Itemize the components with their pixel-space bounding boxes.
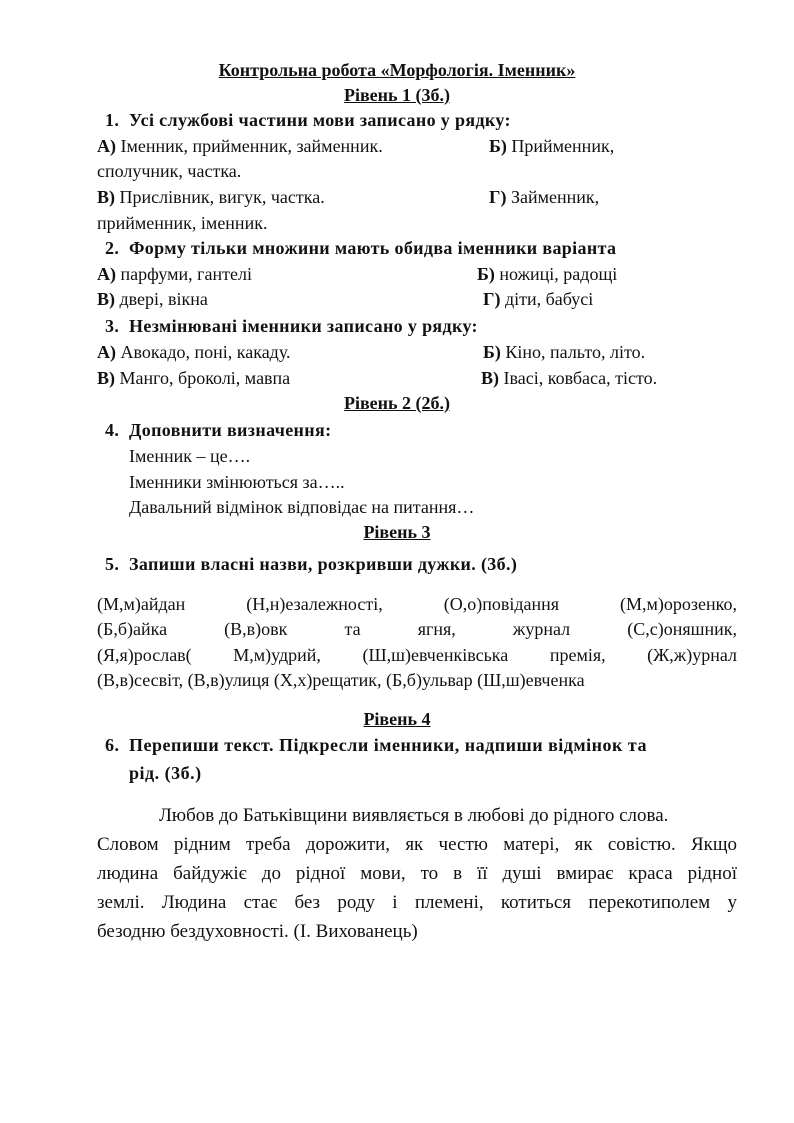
level4-heading: Рівень 4 <box>363 709 431 729</box>
option-text: Авокадо, поні, какаду. <box>120 342 291 362</box>
option-text: двері, вікна <box>119 289 208 309</box>
option-text: ножиці, радощі <box>499 264 618 284</box>
option-text: Іваci, ковбаса, тісто. <box>503 368 658 388</box>
question-number: 2. <box>105 238 120 258</box>
option-letter: Б) <box>489 136 507 156</box>
q5-line: (М,м)айдан (Н,н)езалежності, (О,о)повідання (М,м)орозенко, <box>97 594 737 614</box>
option-letter: А) <box>97 136 116 156</box>
q1-option-c <box>97 185 325 209</box>
paragraph-line: Словом рідним треба дорожити, як честю матері, як совістю. Якщо <box>97 834 737 855</box>
option-text: парфуми, гантелі <box>120 264 252 284</box>
level1-heading: Рівень 1 (3б.) <box>343 85 451 105</box>
question-number: 1. <box>105 110 120 130</box>
option-letter: А) <box>97 342 116 362</box>
page-title: Контрольна робота «Морфологія. Іменник» <box>218 60 576 80</box>
q3-option-b <box>483 340 645 364</box>
option-text: діти, бабусі <box>504 289 594 309</box>
question-number: 5. <box>105 554 120 574</box>
paragraph-line: Любов до Батьківщини виявляється в любові до рідного слова. <box>159 805 669 826</box>
q1-option-b-continued: сполучник, частка. <box>97 161 242 181</box>
option-text: Прийменник, <box>511 136 615 156</box>
question-text: Доповнити визначення: <box>129 420 332 440</box>
level3-heading: Рівень 3 <box>363 522 431 542</box>
option-letter: Г) <box>483 289 501 309</box>
option-letter: Б) <box>483 342 501 362</box>
option-letter: В) <box>97 187 115 207</box>
question-number: 3. <box>105 316 120 336</box>
q1-option-a <box>97 134 383 158</box>
q5-line: (Я,я)рослав( М,м)удрий, (Ш,ш)евченківська премія, (Ж,ж)урнал <box>97 645 737 665</box>
q2-option-d <box>483 287 593 311</box>
q4-line: Іменник – це…. <box>129 446 251 466</box>
q2-option-b <box>477 262 617 286</box>
question-3 <box>105 314 478 338</box>
option-text: Займенник, <box>510 187 600 207</box>
option-text: Прислівник, вигук, частка. <box>119 187 325 207</box>
q4-line: Іменники змінюються за….. <box>129 472 345 492</box>
option-letter: Б) <box>477 264 495 284</box>
question-2 <box>105 236 616 260</box>
question-number: 6. <box>105 735 120 755</box>
question-1 <box>105 108 511 132</box>
paragraph-line: землі. Людина стає без роду і племені, котиться перекотиполем у <box>97 892 737 913</box>
option-letter: В) <box>481 368 499 388</box>
option-text: Кіно, пальто, літо. <box>505 342 646 362</box>
q1-option-d-continued: прийменник, іменник. <box>97 213 268 233</box>
level2-heading: Рівень 2 (2б.) <box>343 393 451 413</box>
q3-option-d <box>481 366 657 390</box>
option-text: Іменник, прийменник, займенник. <box>120 136 383 156</box>
paragraph-line: безодню бездуховності. (І. Вихованець) <box>97 921 418 942</box>
question-4 <box>105 418 331 442</box>
option-letter: А) <box>97 264 116 284</box>
question-text: Усі службові частини мови записано у рядку: <box>129 110 511 130</box>
q2-option-c <box>97 287 208 311</box>
q1-option-b <box>489 134 614 158</box>
q3-option-c <box>97 366 290 390</box>
q5-line: (В,в)сесвіт, (В,в)улиця (Х,х)рещатик, (Б,б)ульвар (Ш,ш)евченка <box>97 670 585 690</box>
question-text: Перепиши текст. Підкресли іменники, надпиши відмінок та <box>129 735 647 755</box>
option-letter: В) <box>97 289 115 309</box>
option-letter: Г) <box>489 187 507 207</box>
q4-line: Давальний відмінок відповідає на питання… <box>129 497 475 517</box>
question-number: 4. <box>105 420 120 440</box>
option-letter: В) <box>97 368 115 388</box>
question-6-continued: рід. (3б.) <box>129 763 202 783</box>
paragraph-line: людина байдужіє до рідної мови, то в її душі вмирає краса рідної <box>97 863 737 884</box>
question-5 <box>105 552 517 576</box>
q5-line: (Б,б)айка (В,в)овк та ягня, журнал (С,с)оняшник, <box>97 619 737 639</box>
question-6 <box>105 733 737 757</box>
question-text: Запиши власні назви, розкривши дужки. (3б.) <box>129 554 518 574</box>
question-text: Незмінювані іменники записано у рядку: <box>129 316 478 336</box>
q3-option-a <box>97 340 291 364</box>
q1-option-d <box>489 185 599 209</box>
q2-option-a <box>97 262 252 286</box>
option-text: Манго, броколі, мавпа <box>119 368 291 388</box>
question-text: Форму тільки множини мають обидва іменники варіанта <box>129 238 617 258</box>
